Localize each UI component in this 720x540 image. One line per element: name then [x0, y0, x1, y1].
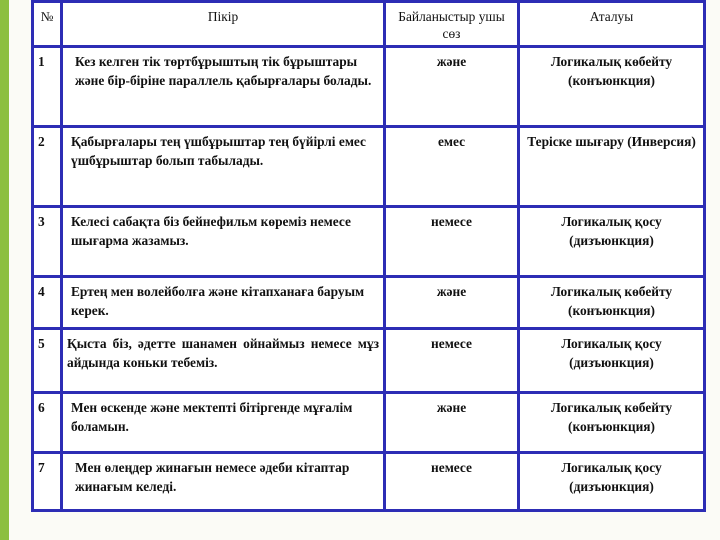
row-operation-name: Логикалық көбейту (конъюнкция)	[519, 393, 705, 453]
row-statement: Қабырғалары тең үшбұрыштар тең бүйірлі емес үшбұрыштар болып табылады.	[71, 134, 366, 168]
row-number: 3	[33, 207, 62, 277]
row-operation-name: Теріске шығару (Инверсия)	[519, 127, 705, 207]
row-operation-name: Логикалық қосу (дизъюнкция)	[519, 329, 705, 393]
row-number: 7	[33, 453, 62, 511]
row-connective: және	[385, 277, 519, 329]
table-row	[33, 47, 705, 127]
table-row	[33, 207, 705, 277]
row-operation-name: Логикалық қосу (дизъюнкция)	[519, 207, 705, 277]
row-number: 6	[33, 393, 62, 453]
row-number: 4	[33, 277, 62, 329]
row-connective: емес	[385, 127, 519, 207]
row-operation-name: Логикалық қосу (дизъюнкция)	[519, 453, 705, 511]
row-number: 2	[33, 127, 62, 207]
row-statement: Мен өлеңдер жинағын немесе әдеби кітаптар жинағым келеді.	[75, 460, 350, 494]
table-row	[33, 127, 705, 207]
logic-operations-table	[31, 0, 706, 512]
header-number: №	[33, 2, 62, 47]
header-connective: Байланыстыр ушы сөз	[385, 2, 519, 47]
table-header-row	[33, 2, 705, 47]
header-statement: Пікір	[62, 2, 385, 47]
row-connective: немесе	[385, 329, 519, 393]
row-statement: Мен өскенде және мектепті бітіргенде мұғалім боламын.	[71, 400, 353, 434]
row-statement: Кез келген тік төртбұрыштың тік бұрыштары және бір-біріне параллель қабырғалары болады.	[75, 54, 372, 88]
slide-page	[9, 0, 720, 540]
table-row	[33, 393, 705, 453]
row-connective: немесе	[385, 207, 519, 277]
row-statement: Ертең мен волейболға және кітапханаға баруым керек.	[71, 284, 365, 318]
table-row	[33, 453, 705, 511]
row-statement: Келесі сабақта біз бейнефильм көреміз немесе шығарма жазамыз.	[71, 214, 351, 248]
row-connective: немесе	[385, 453, 519, 511]
table-row	[33, 277, 705, 329]
row-operation-name: Логикалық көбейту (конъюнкция)	[519, 277, 705, 329]
row-statement: Қыста біз, әдетте шанамен ойнаймыз немесе мұз айдында коньки тебеміз.	[67, 336, 379, 370]
header-name: Аталуы	[519, 2, 705, 47]
row-connective: және	[385, 393, 519, 453]
row-number: 5	[33, 329, 62, 393]
left-accent-bar	[0, 0, 9, 540]
row-operation-name: Логикалық көбейту (конъюнкция)	[519, 47, 705, 127]
row-connective: және	[385, 47, 519, 127]
table-row	[33, 329, 705, 393]
row-number: 1	[33, 47, 62, 127]
